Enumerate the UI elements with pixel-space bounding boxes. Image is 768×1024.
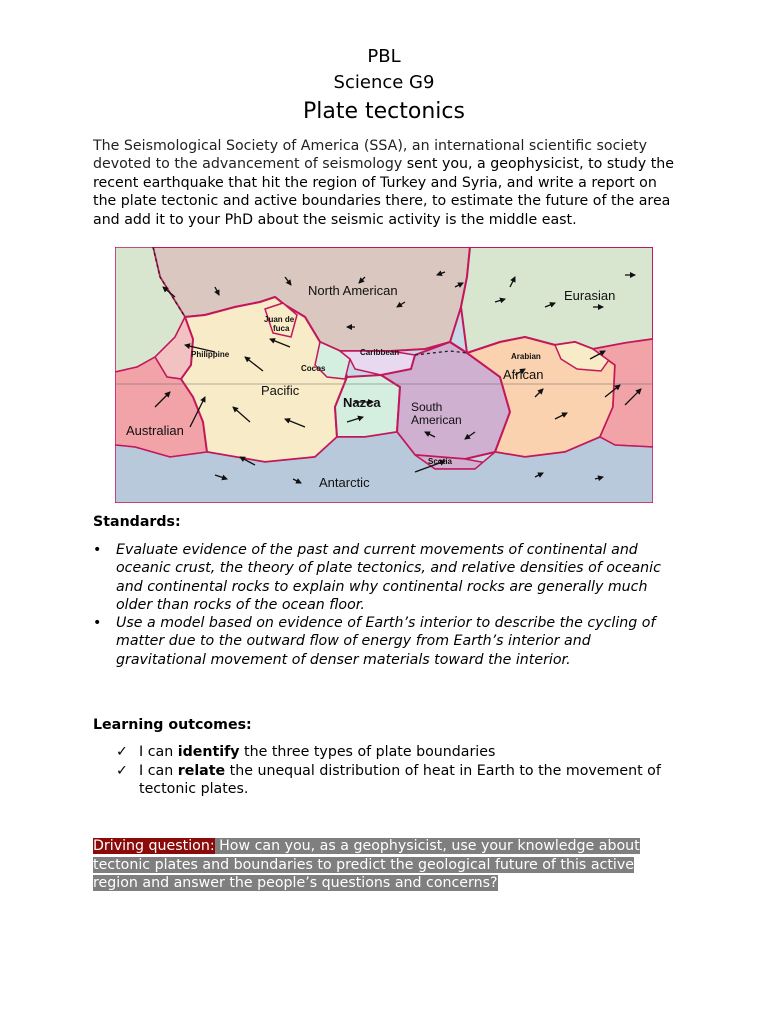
learning-outcomes-heading: Learning outcomes: (93, 717, 252, 733)
outcome-1-pre: I can (139, 744, 178, 760)
standard-item-1 (93, 541, 673, 614)
bullet-2: • (93, 615, 102, 632)
intro-part-2: sent you, a geophysicist, to study the recent earthquake that hit the region of Turkey and Syria, and write a report on the plate tectonic and active boundaries there, to estimate the future of the area and add it to your PhD about the seismic activity is the middle east. (93, 156, 674, 228)
label-scotia: Scotia (428, 457, 453, 466)
outcome-2-keyword: relate (177, 762, 226, 779)
label-caribbean: Caribbean (360, 348, 400, 357)
label-pacific: Pacific (261, 383, 300, 398)
label-australian: Australian (126, 423, 184, 438)
label-american: American (411, 413, 462, 427)
eurasian-plate (461, 247, 653, 353)
plate-tectonics-map (115, 247, 653, 503)
learning-outcomes-list (116, 743, 676, 799)
label-antarctic: Antarctic (319, 475, 370, 490)
driving-question-text: How can you, as a geophysicist, use your knowledge about tectonic plates and boundaries to predict the geological future of this active region and answer the people’s questions and concerns? (93, 838, 640, 891)
label-nazca: Nazca (343, 395, 381, 410)
outcome-item-1 (116, 743, 676, 762)
outcome-1-post: the three types of plate boundaries (239, 744, 496, 760)
label-south: South (411, 400, 443, 414)
outcome-1-keyword: identify (177, 744, 240, 760)
intro-part-1: The Seismological Society of America (SSA), an international scientific society devoted to the advancement of seismology (93, 138, 648, 173)
label-cocos: Cocos (301, 364, 326, 373)
doc-label-pbl: PBL (367, 46, 401, 67)
check-icon: ✓ (116, 744, 128, 760)
label-arabian: Arabian (511, 352, 541, 361)
standards-heading: Standards: (93, 514, 181, 530)
label-juan-de: Juan de (264, 315, 295, 324)
bullet-1: • (93, 542, 102, 558)
standard-text-2: Use a model based on evidence of Earth’s interior to describe the cycling of matter due to the outward flow of energy from Earth’s interior and gravitational movement of denser materials toward the interior. (116, 615, 656, 668)
check-icon: ✓ (116, 762, 128, 779)
intro-paragraph (93, 137, 678, 229)
standard-text-1: Evaluate evidence of the past and current movements of continental and oceanic crust, the theory of plate tectonics, and relative densities of oceanic and continental rocks to explain why continental rocks are generally much older than rocks of the ocean floor. (116, 542, 661, 613)
driving-question (93, 837, 653, 893)
standard-item-2 (93, 614, 673, 669)
outcome-2-pre: I can (139, 762, 178, 779)
label-eurasian: Eurasian (564, 288, 616, 303)
doc-title: Plate tectonics (303, 99, 465, 124)
driving-question-label: Driving question: (93, 838, 215, 854)
outcome-2-post: the unequal distribution of heat in Earth to the movement of tectonic plates. (139, 762, 661, 797)
label-african: African (503, 367, 544, 382)
outcome-item-2 (116, 762, 676, 799)
label-north-american: North American (308, 283, 398, 298)
standards-list (93, 541, 673, 669)
label-philippine: Philippine (191, 350, 230, 359)
doc-subject: Science G9 (333, 72, 435, 93)
label-fuca: fuca (273, 324, 290, 333)
